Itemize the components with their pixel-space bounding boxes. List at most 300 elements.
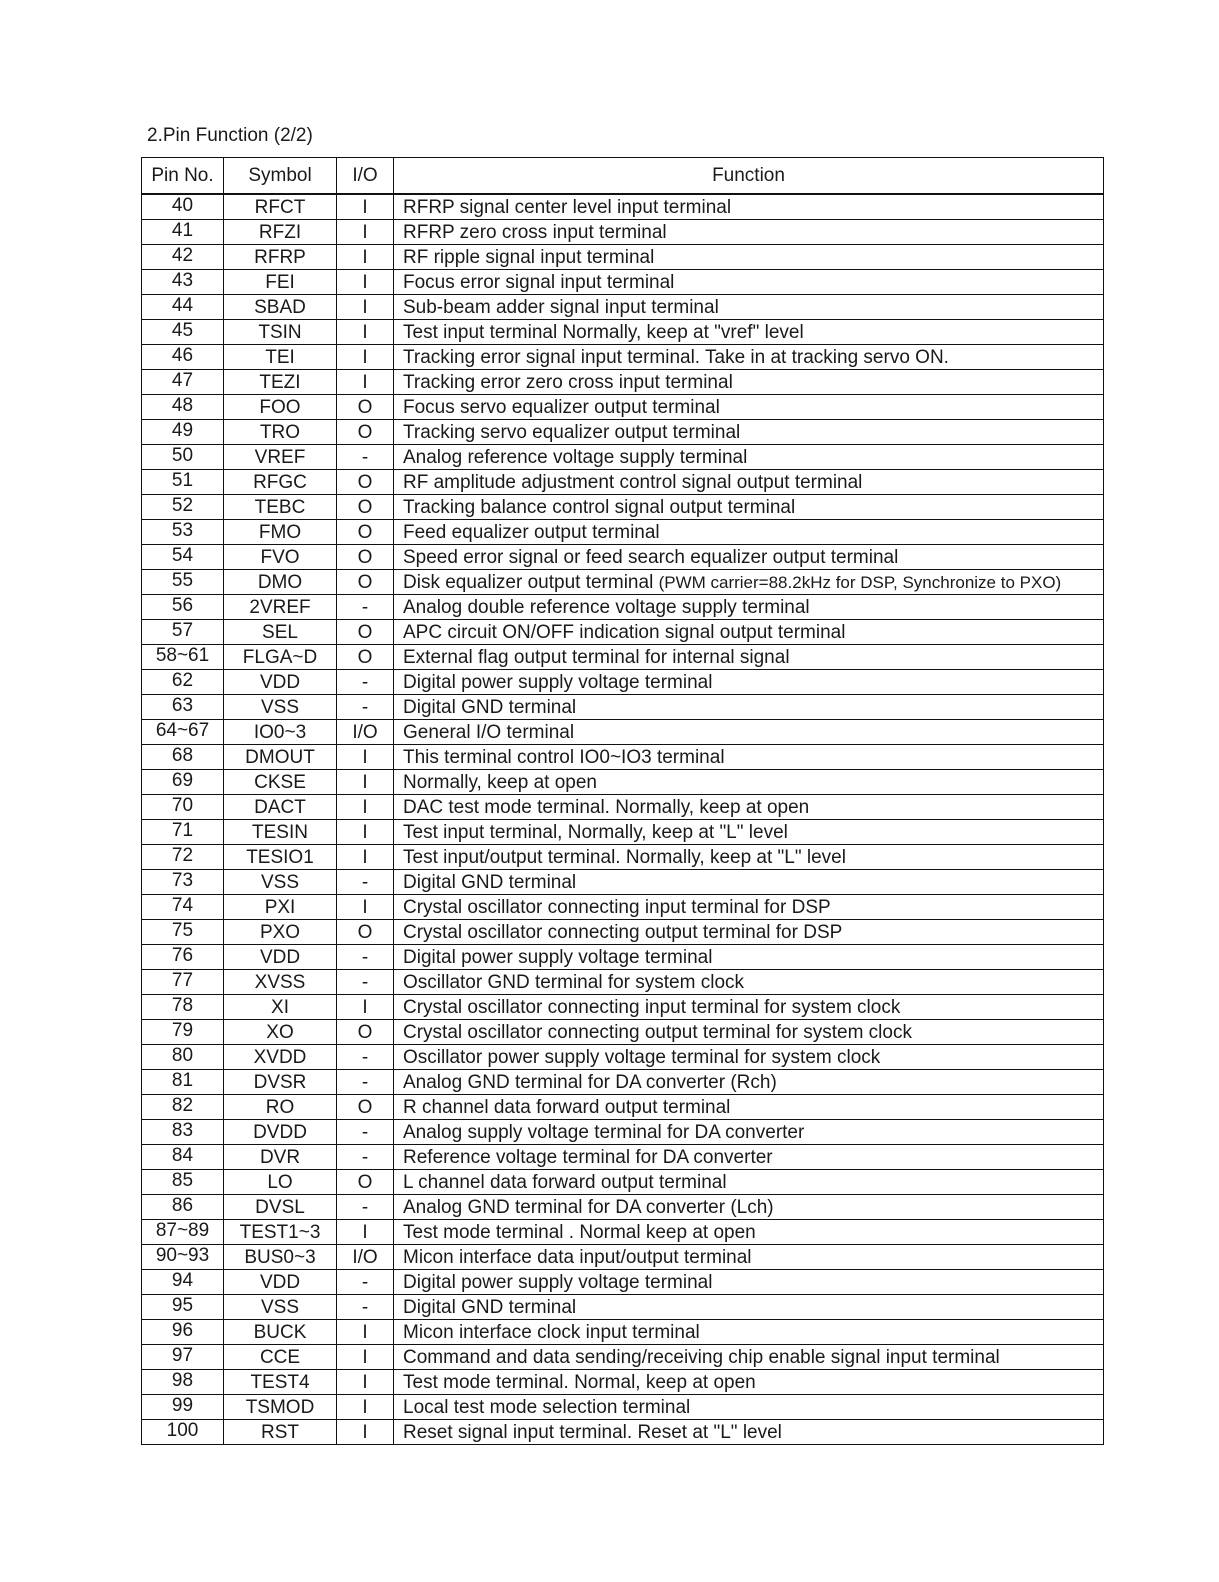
- pin-number: 58~61: [142, 645, 224, 670]
- pin-symbol: VDD: [224, 1270, 337, 1295]
- function-text: External flag output terminal for internal signal: [403, 647, 790, 668]
- pin-symbol: DVR: [224, 1145, 337, 1170]
- pin-symbol: RO: [224, 1095, 337, 1120]
- pin-number: 78: [142, 995, 224, 1020]
- pin-io: -: [337, 970, 394, 995]
- pin-number: 72: [142, 845, 224, 870]
- function-text: Crystal oscillator connecting input terminal for DSP: [403, 897, 831, 918]
- pin-symbol: VDD: [224, 945, 337, 970]
- pin-number: 49: [142, 420, 224, 445]
- pin-number: 69: [142, 770, 224, 795]
- table-row: [142, 395, 1104, 420]
- pin-number: 64~67: [142, 720, 224, 745]
- pin-number: 94: [142, 1270, 224, 1295]
- function-text: Normally, keep at open: [403, 772, 597, 793]
- pin-symbol: TEST4: [224, 1370, 337, 1395]
- table-row: [142, 745, 1104, 770]
- function-text: Analog double reference voltage supply terminal: [403, 597, 810, 618]
- pin-symbol: TRO: [224, 420, 337, 445]
- pin-symbol: RFCT: [224, 194, 337, 220]
- pin-io: I: [337, 995, 394, 1020]
- pin-symbol: VSS: [224, 870, 337, 895]
- table-row: [142, 1045, 1104, 1070]
- function-text: Focus error signal input terminal: [403, 272, 675, 293]
- table-row: [142, 270, 1104, 295]
- pin-number: 81: [142, 1070, 224, 1095]
- pin-function: [394, 720, 1104, 745]
- function-text: Sub-beam adder signal input terminal: [403, 297, 719, 318]
- pin-symbol: FEI: [224, 270, 337, 295]
- pin-io: -: [337, 670, 394, 695]
- pin-function: [394, 345, 1104, 370]
- pin-function: [394, 1195, 1104, 1220]
- function-text: General I/O terminal: [403, 722, 575, 743]
- pin-io: O: [337, 545, 394, 570]
- table-row: [142, 1395, 1104, 1420]
- function-text: Digital power supply voltage terminal: [403, 947, 713, 968]
- table-row: [142, 695, 1104, 720]
- pin-number: 53: [142, 520, 224, 545]
- table-row: [142, 595, 1104, 620]
- pin-function: [394, 1320, 1104, 1345]
- pin-io: O: [337, 420, 394, 445]
- function-text: DAC test mode terminal. Normally, keep at open: [403, 797, 810, 818]
- pin-symbol: BUCK: [224, 1320, 337, 1345]
- table-row: [142, 1345, 1104, 1370]
- table-row: [142, 1095, 1104, 1120]
- pin-symbol: PXI: [224, 895, 337, 920]
- pin-symbol: XVDD: [224, 1045, 337, 1070]
- pin-io: -: [337, 1045, 394, 1070]
- header-io: I/O: [337, 158, 394, 195]
- pin-function: [394, 370, 1104, 395]
- pin-number: 76: [142, 945, 224, 970]
- pin-function: [394, 845, 1104, 870]
- function-text: R channel data forward output terminal: [403, 1097, 731, 1118]
- pin-number: 71: [142, 820, 224, 845]
- pin-number: 77: [142, 970, 224, 995]
- pin-function: [394, 570, 1104, 595]
- pin-function: [394, 295, 1104, 320]
- pin-symbol: XO: [224, 1020, 337, 1045]
- pin-io: I/O: [337, 1245, 394, 1270]
- pin-number: 95: [142, 1295, 224, 1320]
- table-row: [142, 1195, 1104, 1220]
- pin-number: 87~89: [142, 1220, 224, 1245]
- pin-symbol: VDD: [224, 670, 337, 695]
- pin-io: -: [337, 1145, 394, 1170]
- pin-number: 44: [142, 295, 224, 320]
- page-title: 2.Pin Function (2/2): [147, 125, 313, 146]
- pin-function: [394, 495, 1104, 520]
- pin-io: I: [337, 270, 394, 295]
- pin-function: [394, 420, 1104, 445]
- pin-io: -: [337, 1195, 394, 1220]
- function-text: Micon interface data input/output terminal: [403, 1247, 752, 1268]
- function-text: Test mode terminal. Normal, keep at open: [403, 1372, 756, 1393]
- pin-number: 73: [142, 870, 224, 895]
- table-row: [142, 1295, 1104, 1320]
- pin-symbol: SEL: [224, 620, 337, 645]
- pin-io: -: [337, 1270, 394, 1295]
- pin-number: 45: [142, 320, 224, 345]
- table-row: [142, 920, 1104, 945]
- pin-symbol: TEBC: [224, 495, 337, 520]
- pin-function: [394, 870, 1104, 895]
- pin-function: [394, 1345, 1104, 1370]
- pin-number: 55: [142, 570, 224, 595]
- function-note: (PWM carrier=88.2kHz for DSP, Synchronize to PXO): [658, 573, 1062, 592]
- pin-function: [394, 1120, 1104, 1145]
- pin-symbol: VSS: [224, 695, 337, 720]
- table-row: [142, 345, 1104, 370]
- pin-number: 50: [142, 445, 224, 470]
- table-row: [142, 320, 1104, 345]
- pin-number: 96: [142, 1320, 224, 1345]
- header-function: Function: [394, 158, 1104, 195]
- pin-symbol: TSIN: [224, 320, 337, 345]
- pin-io: I: [337, 194, 394, 220]
- pin-symbol: TESIN: [224, 820, 337, 845]
- pin-symbol: RFRP: [224, 245, 337, 270]
- pin-function: [394, 1295, 1104, 1320]
- table-row: [142, 645, 1104, 670]
- function-text: Reset signal input terminal. Reset at "L" level: [403, 1422, 782, 1443]
- function-text: Digital GND terminal: [403, 872, 577, 893]
- function-text: Digital GND terminal: [403, 697, 577, 718]
- pin-number: 70: [142, 795, 224, 820]
- function-text: Focus servo equalizer output terminal: [403, 397, 720, 418]
- pin-symbol: FOO: [224, 395, 337, 420]
- pin-function: [394, 1420, 1104, 1445]
- pin-function: [394, 1270, 1104, 1295]
- pin-function: [394, 1095, 1104, 1120]
- pin-symbol: LO: [224, 1170, 337, 1195]
- pin-function: [394, 270, 1104, 295]
- function-text: Tracking servo equalizer output terminal: [403, 422, 741, 443]
- pin-symbol: SBAD: [224, 295, 337, 320]
- table-row: [142, 545, 1104, 570]
- function-text: Digital power supply voltage terminal: [403, 1272, 713, 1293]
- function-text: Tracking error signal input terminal. Take in at tracking servo ON.: [403, 347, 949, 368]
- pin-function: [394, 695, 1104, 720]
- pin-io: O: [337, 920, 394, 945]
- pin-number: 47: [142, 370, 224, 395]
- table-row: [142, 220, 1104, 245]
- table-row: [142, 1170, 1104, 1195]
- pin-io: O: [337, 495, 394, 520]
- pin-number: 99: [142, 1395, 224, 1420]
- pin-number: 48: [142, 395, 224, 420]
- table-row: [142, 895, 1104, 920]
- pin-number: 68: [142, 745, 224, 770]
- table-row: [142, 1220, 1104, 1245]
- pin-function: [394, 645, 1104, 670]
- pin-io: -: [337, 695, 394, 720]
- table-row: [142, 995, 1104, 1020]
- function-text: Tracking balance control signal output terminal: [403, 497, 796, 518]
- pin-function: [394, 895, 1104, 920]
- pin-number: 86: [142, 1195, 224, 1220]
- function-text: RFRP signal center level input terminal: [403, 197, 732, 218]
- table-row: [142, 795, 1104, 820]
- pin-function: [394, 1045, 1104, 1070]
- pin-symbol: FMO: [224, 520, 337, 545]
- table-row: [142, 1120, 1104, 1145]
- pin-io: O: [337, 395, 394, 420]
- table-row: [142, 845, 1104, 870]
- table-row: [142, 1145, 1104, 1170]
- pin-number: 98: [142, 1370, 224, 1395]
- table-row: [142, 1420, 1104, 1445]
- header-pin-no: Pin No.: [142, 158, 224, 195]
- pin-number: 80: [142, 1045, 224, 1070]
- pin-function: [394, 395, 1104, 420]
- pin-symbol: DVSR: [224, 1070, 337, 1095]
- pin-symbol: DMOUT: [224, 745, 337, 770]
- pin-symbol: VSS: [224, 1295, 337, 1320]
- pin-io: O: [337, 1020, 394, 1045]
- pin-symbol: RFZI: [224, 220, 337, 245]
- table-row: [142, 945, 1104, 970]
- pin-symbol: BUS0~3: [224, 1245, 337, 1270]
- pin-number: 90~93: [142, 1245, 224, 1270]
- pin-io: O: [337, 470, 394, 495]
- pin-function: [394, 1245, 1104, 1270]
- pin-io: -: [337, 1120, 394, 1145]
- pin-symbol: PXO: [224, 920, 337, 945]
- pin-symbol: FLGA~D: [224, 645, 337, 670]
- pin-symbol: FVO: [224, 545, 337, 570]
- function-text: Disk equalizer output terminal: [403, 572, 654, 593]
- table-header-row: [142, 158, 1104, 195]
- pin-function: [394, 595, 1104, 620]
- pin-io: O: [337, 1095, 394, 1120]
- pin-io: -: [337, 1070, 394, 1095]
- pin-io: I: [337, 745, 394, 770]
- pin-io: I/O: [337, 720, 394, 745]
- table-row: [142, 570, 1104, 595]
- function-text: Reference voltage terminal for DA converter: [403, 1147, 773, 1168]
- pin-function: [394, 1145, 1104, 1170]
- table-row: [142, 470, 1104, 495]
- table-row: [142, 670, 1104, 695]
- pin-symbol: DMO: [224, 570, 337, 595]
- pin-function: [394, 1020, 1104, 1045]
- function-text: Test mode terminal . Normal keep at open: [403, 1222, 756, 1243]
- table-row: [142, 245, 1104, 270]
- pin-symbol: DVSL: [224, 1195, 337, 1220]
- pin-symbol: DACT: [224, 795, 337, 820]
- pin-io: -: [337, 1295, 394, 1320]
- table-row: [142, 445, 1104, 470]
- table-row: [142, 370, 1104, 395]
- pin-symbol: IO0~3: [224, 720, 337, 745]
- table-row: [142, 1020, 1104, 1045]
- pin-number: 56: [142, 595, 224, 620]
- pin-function: [394, 970, 1104, 995]
- pin-function: [394, 1220, 1104, 1245]
- table-row: [142, 720, 1104, 745]
- pin-symbol: TEI: [224, 345, 337, 370]
- pin-io: O: [337, 1170, 394, 1195]
- pin-function: [394, 820, 1104, 845]
- function-text: Analog reference voltage supply terminal: [403, 447, 748, 468]
- pin-io: I: [337, 770, 394, 795]
- table-row: [142, 1320, 1104, 1345]
- function-text: Feed equalizer output terminal: [403, 522, 660, 543]
- function-text: Test input/output terminal. Normally, keep at "L" level: [403, 847, 846, 868]
- pin-io: I: [337, 345, 394, 370]
- pin-io: I: [337, 1395, 394, 1420]
- function-text: Local test mode selection terminal: [403, 1397, 691, 1418]
- table-row: [142, 1245, 1104, 1270]
- function-text: Crystal oscillator connecting output terminal for DSP: [403, 922, 843, 943]
- function-text: APC circuit ON/OFF indication signal output terminal: [403, 622, 846, 643]
- pin-number: 62: [142, 670, 224, 695]
- function-text: Analog GND terminal for DA converter (Rch): [403, 1072, 777, 1093]
- pin-symbol: CKSE: [224, 770, 337, 795]
- function-text: Digital power supply voltage terminal: [403, 672, 713, 693]
- pin-number: 100: [142, 1420, 224, 1445]
- pin-number: 84: [142, 1145, 224, 1170]
- pin-number: 41: [142, 220, 224, 245]
- pin-number: 79: [142, 1020, 224, 1045]
- function-text: Analog GND terminal for DA converter (Lch): [403, 1197, 774, 1218]
- function-text: Tracking error zero cross input terminal: [403, 372, 733, 393]
- pin-io: I: [337, 895, 394, 920]
- header-symbol: Symbol: [224, 158, 337, 195]
- pin-symbol: XVSS: [224, 970, 337, 995]
- pin-io: I: [337, 245, 394, 270]
- pin-io: I: [337, 845, 394, 870]
- pin-function: [394, 445, 1104, 470]
- pin-symbol: DVDD: [224, 1120, 337, 1145]
- pin-io: O: [337, 520, 394, 545]
- pin-function-table: [141, 157, 1104, 1445]
- pin-symbol: TEZI: [224, 370, 337, 395]
- pin-number: 63: [142, 695, 224, 720]
- function-text: RF ripple signal input terminal: [403, 247, 655, 268]
- table-row: [142, 620, 1104, 645]
- pin-function: [394, 1070, 1104, 1095]
- pin-symbol: TEST1~3: [224, 1220, 337, 1245]
- table-body: [142, 194, 1104, 1445]
- pin-io: -: [337, 595, 394, 620]
- pin-function: [394, 194, 1104, 220]
- table-row: [142, 1270, 1104, 1295]
- pin-function: [394, 945, 1104, 970]
- table-row: [142, 295, 1104, 320]
- pin-symbol: TESIO1: [224, 845, 337, 870]
- pin-function: [394, 320, 1104, 345]
- pin-io: O: [337, 620, 394, 645]
- pin-io: I: [337, 320, 394, 345]
- pin-io: I: [337, 220, 394, 245]
- pin-io: I: [337, 795, 394, 820]
- pin-function: [394, 745, 1104, 770]
- pin-io: -: [337, 870, 394, 895]
- function-text: Digital GND terminal: [403, 1297, 577, 1318]
- pin-function: [394, 1170, 1104, 1195]
- function-text: Oscillator power supply voltage terminal for system clock: [403, 1047, 881, 1068]
- pin-io: O: [337, 570, 394, 595]
- function-text: Command and data sending/receiving chip enable signal input terminal: [403, 1347, 1000, 1368]
- function-text: RFRP zero cross input terminal: [403, 222, 667, 243]
- pin-number: 43: [142, 270, 224, 295]
- pin-function: [394, 920, 1104, 945]
- pin-number: 97: [142, 1345, 224, 1370]
- pin-symbol: RFGC: [224, 470, 337, 495]
- pin-number: 82: [142, 1095, 224, 1120]
- function-text: Speed error signal or feed search equalizer output terminal: [403, 547, 899, 568]
- pin-number: 40: [142, 194, 224, 220]
- pin-symbol: RST: [224, 1420, 337, 1445]
- pin-io: -: [337, 445, 394, 470]
- pin-io: I: [337, 1345, 394, 1370]
- pin-io: -: [337, 945, 394, 970]
- pin-io: I: [337, 1220, 394, 1245]
- pin-function: [394, 1370, 1104, 1395]
- function-text: Oscillator GND terminal for system clock: [403, 972, 745, 993]
- pin-io: I: [337, 370, 394, 395]
- pin-function: [394, 620, 1104, 645]
- pin-number: 75: [142, 920, 224, 945]
- function-text: Micon interface clock input terminal: [403, 1322, 700, 1343]
- table-row: [142, 520, 1104, 545]
- pin-io: I: [337, 1320, 394, 1345]
- function-text: Test input terminal, Normally, keep at "L" level: [403, 822, 788, 843]
- function-text: Crystal oscillator connecting input terminal for system clock: [403, 997, 901, 1018]
- table-row: [142, 820, 1104, 845]
- function-text: Test input terminal Normally, keep at "vref" level: [403, 322, 804, 343]
- pin-number: 54: [142, 545, 224, 570]
- pin-function: [394, 220, 1104, 245]
- pin-io: I: [337, 1370, 394, 1395]
- pin-function: [394, 245, 1104, 270]
- table-row: [142, 495, 1104, 520]
- function-text: This terminal control IO0~IO3 terminal: [403, 747, 725, 768]
- table-row: [142, 420, 1104, 445]
- pin-io: I: [337, 820, 394, 845]
- pin-number: 42: [142, 245, 224, 270]
- pin-io: I: [337, 1420, 394, 1445]
- pin-io: O: [337, 645, 394, 670]
- pin-symbol: 2VREF: [224, 595, 337, 620]
- pin-function: [394, 520, 1104, 545]
- pin-function: [394, 770, 1104, 795]
- function-text: Analog supply voltage terminal for DA converter: [403, 1122, 805, 1143]
- table-row: [142, 970, 1104, 995]
- table-row: [142, 194, 1104, 220]
- pin-symbol: VREF: [224, 445, 337, 470]
- pin-number: 83: [142, 1120, 224, 1145]
- pin-function: [394, 1395, 1104, 1420]
- pin-number: 51: [142, 470, 224, 495]
- pin-symbol: CCE: [224, 1345, 337, 1370]
- pin-symbol: XI: [224, 995, 337, 1020]
- pin-io: I: [337, 295, 394, 320]
- pin-symbol: TSMOD: [224, 1395, 337, 1420]
- pin-number: 46: [142, 345, 224, 370]
- function-text: Crystal oscillator connecting output terminal for system clock: [403, 1022, 912, 1043]
- table-row: [142, 1070, 1104, 1095]
- pin-function: [394, 670, 1104, 695]
- pin-function: [394, 795, 1104, 820]
- pin-function: [394, 470, 1104, 495]
- pin-number: 74: [142, 895, 224, 920]
- table-row: [142, 770, 1104, 795]
